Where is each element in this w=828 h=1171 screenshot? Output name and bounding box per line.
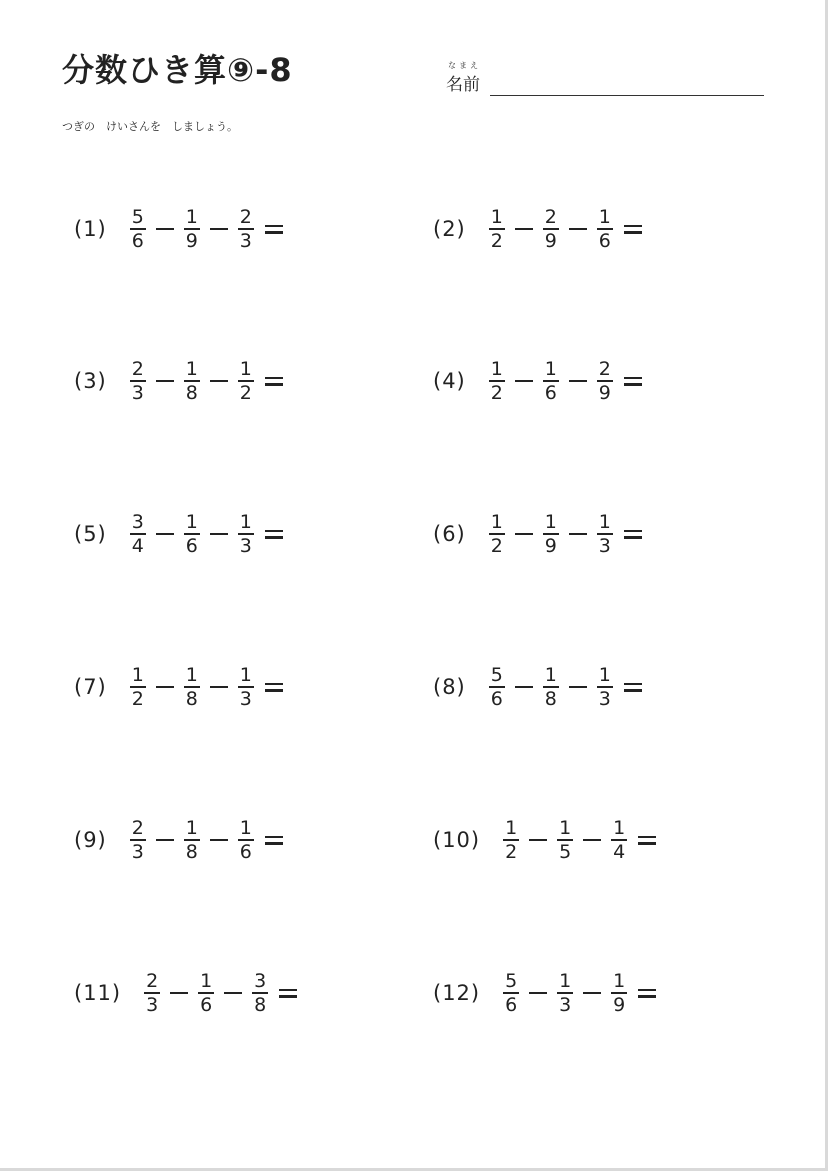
equals-sign	[279, 989, 297, 998]
problem-item	[74, 512, 283, 556]
denominator: 6	[505, 994, 518, 1016]
denominator: 6	[131, 230, 144, 252]
numerator: 1	[613, 817, 626, 839]
problem-number: (2)	[433, 217, 466, 241]
denominator: 3	[131, 841, 144, 863]
numerator: 1	[598, 206, 611, 228]
numerator: 1	[598, 511, 611, 533]
problem-number: (9)	[74, 828, 107, 852]
numerator: 1	[544, 511, 557, 533]
fraction	[237, 665, 255, 709]
equals-sign	[638, 989, 656, 998]
numerator: 1	[505, 817, 518, 839]
denominator: 6	[239, 841, 252, 863]
numerator: 1	[544, 664, 557, 686]
denominator: 9	[613, 994, 626, 1016]
fraction	[488, 665, 506, 709]
minus-sign	[210, 533, 228, 536]
problem-number: (3)	[74, 369, 107, 393]
fraction	[542, 207, 560, 251]
denominator: 2	[490, 230, 503, 252]
numerator: 5	[490, 664, 503, 686]
numerator: 3	[131, 511, 144, 533]
equals-sign	[624, 225, 642, 234]
name-ruby: なまえ	[448, 61, 481, 70]
minus-sign	[156, 533, 174, 536]
denominator: 8	[185, 841, 198, 863]
fraction	[610, 818, 628, 862]
numerator: 5	[131, 206, 144, 228]
problem-number: (7)	[74, 675, 107, 699]
fraction	[183, 818, 201, 862]
denominator: 8	[185, 382, 198, 404]
problem-number: (12)	[433, 981, 481, 1005]
problem-item	[433, 512, 642, 556]
fraction	[197, 971, 215, 1015]
minus-sign	[529, 992, 547, 995]
minus-sign	[210, 228, 228, 231]
problem-item	[433, 665, 642, 709]
fraction	[237, 818, 255, 862]
fraction	[237, 207, 255, 251]
denominator: 9	[185, 230, 198, 252]
equals-sign	[265, 836, 283, 845]
problem-number: (8)	[433, 675, 466, 699]
problem-number: (1)	[74, 217, 107, 241]
numerator: 1	[185, 358, 198, 380]
equals-sign	[638, 836, 656, 845]
numerator: 1	[490, 206, 503, 228]
fraction	[502, 818, 520, 862]
denominator: 8	[544, 688, 557, 710]
denominator: 5	[559, 841, 572, 863]
instruction-text: つぎの けいさんを しましょう。	[62, 120, 238, 133]
numerator: 1	[559, 970, 572, 992]
denominator: 8	[185, 688, 198, 710]
numerator: 1	[185, 817, 198, 839]
minus-sign	[156, 686, 174, 689]
fraction	[596, 665, 614, 709]
minus-sign	[224, 992, 242, 995]
minus-sign	[156, 380, 174, 383]
denominator: 2	[131, 688, 144, 710]
numerator: 3	[254, 970, 267, 992]
fraction	[183, 207, 201, 251]
numerator: 1	[185, 664, 198, 686]
equals-sign	[265, 377, 283, 386]
numerator: 1	[613, 970, 626, 992]
minus-sign	[569, 380, 587, 383]
equals-sign	[265, 530, 283, 539]
denominator: 8	[254, 994, 267, 1016]
denominator: 3	[598, 688, 611, 710]
fraction	[596, 207, 614, 251]
fraction	[237, 512, 255, 556]
numerator: 1	[239, 664, 252, 686]
minus-sign	[515, 380, 533, 383]
denominator: 9	[544, 535, 557, 557]
numerator: 1	[559, 817, 572, 839]
minus-sign	[569, 686, 587, 689]
fraction	[596, 359, 614, 403]
minus-sign	[529, 839, 547, 842]
minus-sign	[210, 380, 228, 383]
minus-sign	[156, 228, 174, 231]
problem-number: (5)	[74, 522, 107, 546]
fraction	[143, 971, 161, 1015]
denominator: 6	[598, 230, 611, 252]
name-field-line[interactable]	[490, 95, 764, 96]
problem-number: (11)	[74, 981, 122, 1005]
equals-sign	[624, 683, 642, 692]
denominator: 6	[544, 382, 557, 404]
equals-sign	[265, 683, 283, 692]
minus-sign	[583, 992, 601, 995]
problem-item	[74, 665, 283, 709]
denominator: 3	[131, 382, 144, 404]
numerator: 2	[131, 817, 144, 839]
fraction	[488, 207, 506, 251]
numerator: 1	[239, 358, 252, 380]
equals-sign	[624, 377, 642, 386]
numerator: 1	[239, 511, 252, 533]
problem-item	[74, 971, 297, 1015]
fraction	[610, 971, 628, 1015]
fraction	[488, 512, 506, 556]
problem-item	[74, 207, 283, 251]
fraction	[556, 971, 574, 1015]
fraction	[502, 971, 520, 1015]
numerator: 2	[598, 358, 611, 380]
minus-sign	[515, 228, 533, 231]
problem-number: (6)	[433, 522, 466, 546]
fraction	[129, 359, 147, 403]
denominator: 2	[490, 382, 503, 404]
denominator: 2	[239, 382, 252, 404]
fraction	[183, 512, 201, 556]
denominator: 4	[131, 535, 144, 557]
numerator: 1	[490, 511, 503, 533]
fraction	[183, 359, 201, 403]
denominator: 3	[239, 688, 252, 710]
fraction	[237, 359, 255, 403]
fraction	[183, 665, 201, 709]
minus-sign	[210, 686, 228, 689]
minus-sign	[515, 686, 533, 689]
equals-sign	[624, 530, 642, 539]
numerator: 2	[239, 206, 252, 228]
fraction	[129, 207, 147, 251]
denominator: 6	[490, 688, 503, 710]
minus-sign	[569, 228, 587, 231]
numerator: 2	[146, 970, 159, 992]
worksheet-title: 分数ひき算⑨-8	[62, 51, 293, 89]
fraction	[251, 971, 269, 1015]
numerator: 1	[200, 970, 213, 992]
fraction	[129, 818, 147, 862]
denominator: 3	[239, 230, 252, 252]
fraction	[488, 359, 506, 403]
problem-number: (4)	[433, 369, 466, 393]
numerator: 1	[185, 511, 198, 533]
fraction	[542, 665, 560, 709]
problem-item	[433, 359, 642, 403]
equals-sign	[265, 225, 283, 234]
numerator: 2	[131, 358, 144, 380]
minus-sign	[515, 533, 533, 536]
denominator: 3	[146, 994, 159, 1016]
fraction	[542, 512, 560, 556]
numerator: 1	[131, 664, 144, 686]
denominator: 6	[185, 535, 198, 557]
minus-sign	[569, 533, 587, 536]
denominator: 6	[200, 994, 213, 1016]
numerator: 1	[185, 206, 198, 228]
denominator: 9	[598, 382, 611, 404]
problem-item	[74, 359, 283, 403]
fraction	[556, 818, 574, 862]
numerator: 5	[505, 970, 518, 992]
fraction	[542, 359, 560, 403]
numerator: 1	[598, 664, 611, 686]
fraction	[129, 512, 147, 556]
denominator: 2	[505, 841, 518, 863]
problem-item	[74, 818, 283, 862]
numerator: 1	[544, 358, 557, 380]
minus-sign	[170, 992, 188, 995]
problem-item	[433, 971, 656, 1015]
numerator: 2	[544, 206, 557, 228]
denominator: 4	[613, 841, 626, 863]
problem-number: (10)	[433, 828, 481, 852]
numerator: 1	[490, 358, 503, 380]
denominator: 3	[559, 994, 572, 1016]
denominator: 2	[490, 535, 503, 557]
minus-sign	[156, 839, 174, 842]
denominator: 3	[598, 535, 611, 557]
minus-sign	[583, 839, 601, 842]
name-label: 名前	[446, 75, 480, 95]
numerator: 1	[239, 817, 252, 839]
fraction	[596, 512, 614, 556]
problem-item	[433, 818, 656, 862]
problem-item	[433, 207, 642, 251]
fraction	[129, 665, 147, 709]
denominator: 3	[239, 535, 252, 557]
denominator: 9	[544, 230, 557, 252]
minus-sign	[210, 839, 228, 842]
